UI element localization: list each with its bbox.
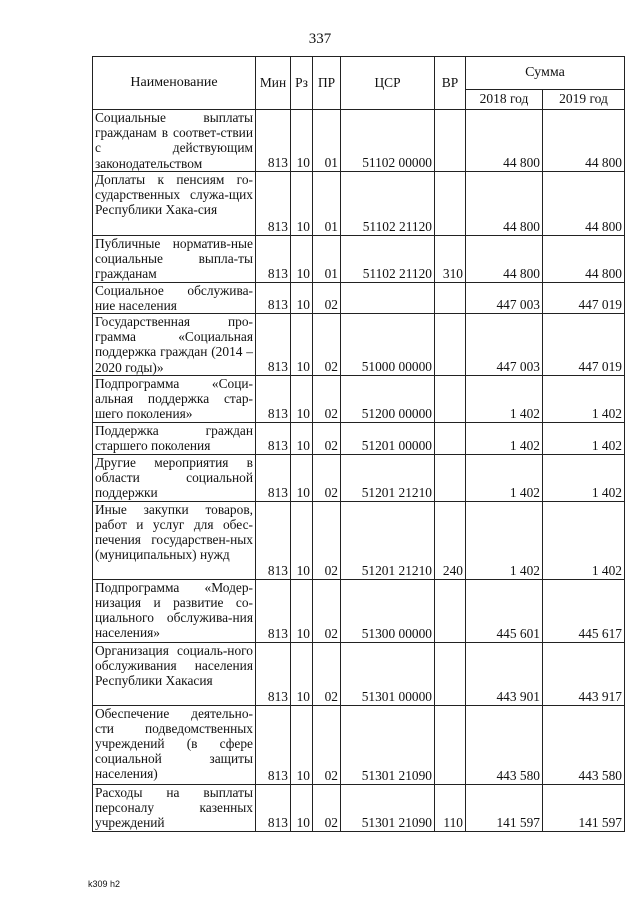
cell-min: 813	[256, 314, 291, 376]
cell-min: 813	[256, 282, 291, 313]
cell-sum-2018: 141 597	[466, 784, 543, 831]
cell-csr	[341, 282, 435, 313]
cell-rz: 10	[291, 501, 313, 579]
header-name: Наименование	[93, 57, 256, 110]
cell-rz: 10	[291, 642, 313, 705]
cell-rz: 10	[291, 376, 313, 423]
cell-pr: 02	[313, 422, 341, 454]
cell-vr	[435, 282, 466, 313]
table-row	[93, 579, 625, 642]
cell-name: Подпрограмма «Модер-низация и развитие со-циального обслужива-ния населения»	[93, 579, 256, 642]
cell-sum-2018: 44 800	[466, 110, 543, 172]
cell-sum-2019: 443 580	[543, 705, 625, 784]
cell-sum-2019: 141 597	[543, 784, 625, 831]
cell-pr: 02	[313, 501, 341, 579]
table-row	[93, 454, 625, 501]
cell-csr: 51300 00000	[341, 579, 435, 642]
cell-sum-2019: 445 617	[543, 579, 625, 642]
cell-min: 813	[256, 501, 291, 579]
cell-name: Доплаты к пенсиям го-сударственных служа-щих Республики Хака-сия	[93, 172, 256, 236]
cell-vr: 310	[435, 236, 466, 283]
cell-pr: 02	[313, 705, 341, 784]
table-row	[93, 376, 625, 423]
table-row	[93, 236, 625, 283]
cell-name: Иные закупки товаров, работ и услуг для обес-печения государствен-ных (муниципальных) нужд	[93, 501, 256, 579]
cell-sum-2019: 44 800	[543, 236, 625, 283]
cell-name: Социальное обслужива-ние населения	[93, 282, 256, 313]
table-row	[93, 784, 625, 831]
cell-csr: 51301 21090	[341, 705, 435, 784]
cell-sum-2018: 447 003	[466, 314, 543, 376]
cell-sum-2018: 447 003	[466, 282, 543, 313]
footer-code: k309 h2	[88, 879, 121, 889]
cell-csr: 51102 00000	[341, 110, 435, 172]
cell-name: Государственная про-грамма «Социальная поддержка граждан (2014 – 2020 годы)»	[93, 314, 256, 376]
cell-vr	[435, 579, 466, 642]
cell-sum-2019: 44 800	[543, 110, 625, 172]
cell-name: Поддержка граждан старшего поколения	[93, 422, 256, 454]
cell-vr: 110	[435, 784, 466, 831]
cell-vr: 240	[435, 501, 466, 579]
cell-sum-2018: 1 402	[466, 454, 543, 501]
cell-csr: 51200 00000	[341, 376, 435, 423]
cell-rz: 10	[291, 454, 313, 501]
cell-vr	[435, 422, 466, 454]
cell-rz: 10	[291, 784, 313, 831]
cell-sum-2019: 1 402	[543, 376, 625, 423]
cell-vr	[435, 376, 466, 423]
cell-pr: 02	[313, 579, 341, 642]
cell-sum-2018: 44 800	[466, 172, 543, 236]
cell-min: 813	[256, 642, 291, 705]
cell-min: 813	[256, 705, 291, 784]
cell-sum-2018: 445 601	[466, 579, 543, 642]
cell-vr	[435, 110, 466, 172]
header-csr: ЦСР	[341, 57, 435, 110]
header-year-2019: 2019 год	[543, 89, 625, 109]
cell-sum-2018: 443 580	[466, 705, 543, 784]
cell-sum-2019: 1 402	[543, 422, 625, 454]
cell-min: 813	[256, 376, 291, 423]
cell-csr: 51301 21090	[341, 784, 435, 831]
cell-vr	[435, 705, 466, 784]
cell-name: Социальные выплаты гражданам в соответ-ствии с действующим законодательством	[93, 110, 256, 172]
cell-pr: 02	[313, 642, 341, 705]
table-row	[93, 110, 625, 172]
cell-rz: 10	[291, 705, 313, 784]
table-row	[93, 705, 625, 784]
cell-min: 813	[256, 422, 291, 454]
cell-name: Подпрограмма «Соци-альная поддержка стар-шего поколения»	[93, 376, 256, 423]
cell-vr	[435, 314, 466, 376]
cell-name: Другие мероприятия в области социальной поддержки	[93, 454, 256, 501]
table-header	[93, 57, 625, 110]
cell-rz: 10	[291, 236, 313, 283]
header-pr: ПР	[313, 57, 341, 110]
header-min: Мин	[256, 57, 291, 110]
cell-csr: 51000 00000	[341, 314, 435, 376]
cell-rz: 10	[291, 110, 313, 172]
header-year-2018: 2018 год	[466, 89, 543, 109]
cell-pr: 01	[313, 236, 341, 283]
cell-csr: 51102 21120	[341, 236, 435, 283]
cell-sum-2018: 44 800	[466, 236, 543, 283]
table-row	[93, 172, 625, 236]
cell-pr: 02	[313, 314, 341, 376]
cell-sum-2019: 443 917	[543, 642, 625, 705]
cell-pr: 02	[313, 282, 341, 313]
cell-sum-2019: 447 019	[543, 314, 625, 376]
cell-name: Расходы на выплаты персоналу казенных учреждений	[93, 784, 256, 831]
table-row	[93, 501, 625, 579]
header-vr: ВР	[435, 57, 466, 110]
cell-sum-2018: 443 901	[466, 642, 543, 705]
cell-rz: 10	[291, 314, 313, 376]
header-rz: Рз	[291, 57, 313, 110]
table-row	[93, 282, 625, 313]
cell-pr: 02	[313, 784, 341, 831]
cell-csr: 51201 21210	[341, 454, 435, 501]
cell-min: 813	[256, 172, 291, 236]
cell-sum-2018: 1 402	[466, 501, 543, 579]
cell-sum-2019: 447 019	[543, 282, 625, 313]
cell-pr: 02	[313, 376, 341, 423]
cell-vr	[435, 642, 466, 705]
cell-name: Организация социаль-ного обслуживания населения Республики Хакасия	[93, 642, 256, 705]
cell-name: Публичные норматив-ные социальные выпла-ты гражданам	[93, 236, 256, 283]
cell-pr: 01	[313, 110, 341, 172]
page-number: 337	[308, 31, 332, 47]
cell-rz: 10	[291, 172, 313, 236]
cell-min: 813	[256, 579, 291, 642]
table-row	[93, 642, 625, 705]
table-body	[93, 110, 625, 832]
cell-vr	[435, 454, 466, 501]
cell-sum-2019: 1 402	[543, 501, 625, 579]
cell-csr: 51301 00000	[341, 642, 435, 705]
cell-min: 813	[256, 236, 291, 283]
cell-rz: 10	[291, 579, 313, 642]
cell-min: 813	[256, 454, 291, 501]
cell-sum-2019: 1 402	[543, 454, 625, 501]
budget-table	[92, 56, 625, 832]
cell-csr: 51201 21210	[341, 501, 435, 579]
cell-sum-2018: 1 402	[466, 422, 543, 454]
cell-pr: 01	[313, 172, 341, 236]
cell-rz: 10	[291, 282, 313, 313]
cell-sum-2018: 1 402	[466, 376, 543, 423]
cell-vr	[435, 172, 466, 236]
cell-name: Обеспечение деятельно-сти подведомственных учреждений (в сфере социальной защиты населения)	[93, 705, 256, 784]
cell-sum-2019: 44 800	[543, 172, 625, 236]
table-row	[93, 314, 625, 376]
cell-csr: 51201 00000	[341, 422, 435, 454]
cell-csr: 51102 21120	[341, 172, 435, 236]
header-sum: Сумма	[466, 57, 625, 90]
table-row	[93, 422, 625, 454]
cell-rz: 10	[291, 422, 313, 454]
cell-pr: 02	[313, 454, 341, 501]
cell-min: 813	[256, 784, 291, 831]
cell-min: 813	[256, 110, 291, 172]
